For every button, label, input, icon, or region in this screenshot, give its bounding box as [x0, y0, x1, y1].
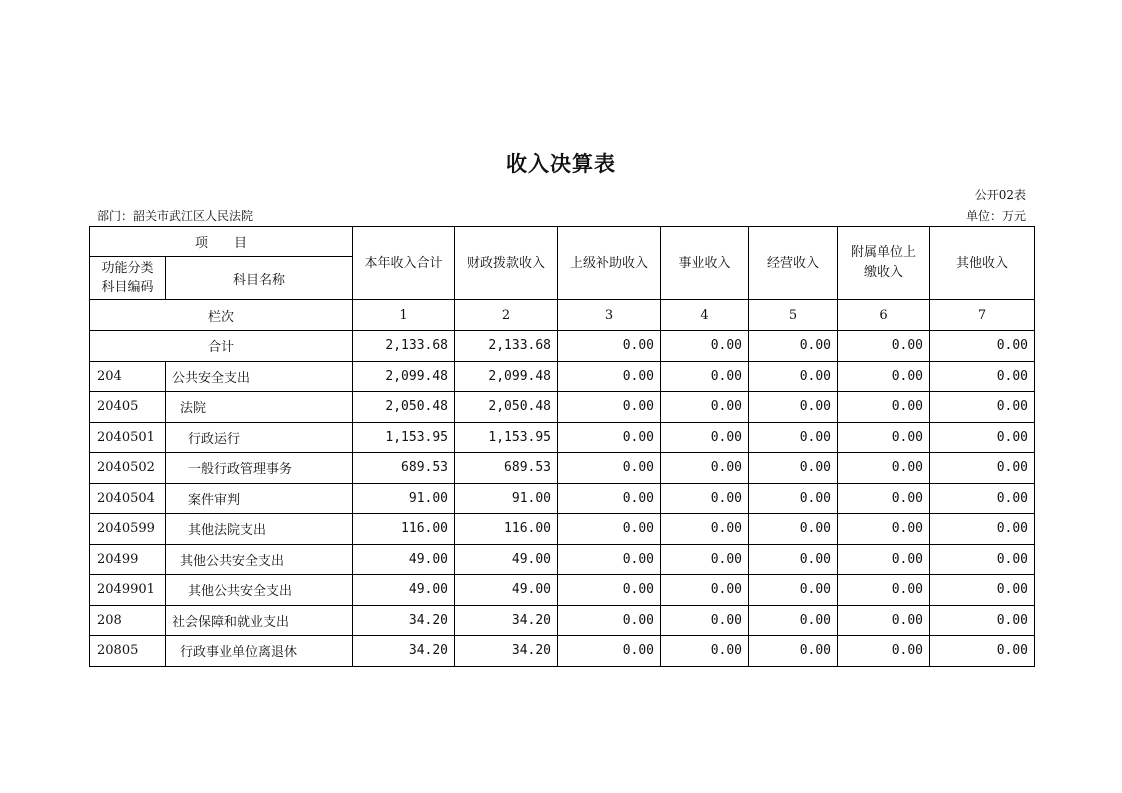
report-title: 收入决算表: [506, 152, 616, 176]
func-code-cell: 208: [90, 605, 166, 636]
column-number: 5: [749, 300, 838, 331]
column-header: 事业收入: [661, 227, 749, 300]
column-number: 1: [353, 300, 455, 331]
amount-cell: 0.00: [930, 422, 1035, 453]
func-code-cell: 20405: [90, 392, 166, 423]
amount-cell: 0.00: [558, 514, 661, 545]
column-header: 财政拨款收入: [455, 227, 558, 300]
amount-cell: 0.00: [749, 605, 838, 636]
amount-cell: 0.00: [558, 392, 661, 423]
func-code-cell: 2040502: [90, 453, 166, 484]
amount-cell: 34.20: [455, 605, 558, 636]
amount-cell: 0.00: [558, 636, 661, 667]
subject-name-cell: 法院: [166, 392, 353, 423]
column-number: 6: [838, 300, 930, 331]
table-row: [90, 392, 1035, 423]
table-row: [90, 514, 1035, 545]
amount-cell: 49.00: [353, 544, 455, 575]
amount-cell: 0.00: [749, 575, 838, 606]
amount-cell: 0.00: [661, 453, 749, 484]
amount-cell: 49.00: [353, 575, 455, 606]
amount-cell: 0.00: [838, 422, 930, 453]
amount-cell: 0.00: [558, 605, 661, 636]
total-label: 合计: [90, 331, 353, 362]
func-code-cell: 20805: [90, 636, 166, 667]
amount-cell: 91.00: [353, 483, 455, 514]
table-row: [90, 605, 1035, 636]
subject-name-cell: 其他法院支出: [166, 514, 353, 545]
amount-cell: 0.00: [930, 636, 1035, 667]
amount-cell: 0.00: [838, 361, 930, 392]
amount-cell: 0.00: [930, 605, 1035, 636]
column-header: 上级补助收入: [558, 227, 661, 300]
amount-cell: 0.00: [838, 636, 930, 667]
column-number-row: [90, 300, 1035, 331]
amount-cell: 91.00: [455, 483, 558, 514]
column-header: 其他收入: [930, 227, 1035, 300]
amount-cell: 34.20: [455, 636, 558, 667]
amount-cell: 689.53: [353, 453, 455, 484]
amount-cell: 0.00: [749, 392, 838, 423]
func-code-cell: 2040599: [90, 514, 166, 545]
amount-cell: 1,153.95: [353, 422, 455, 453]
subject-name-cell: 行政事业单位离退休: [166, 636, 353, 667]
total-value: 0.00: [838, 331, 930, 362]
total-value: 2,133.68: [455, 331, 558, 362]
total-value: 0.00: [930, 331, 1035, 362]
amount-cell: 0.00: [749, 422, 838, 453]
amount-cell: 0.00: [558, 361, 661, 392]
amount-cell: 0.00: [930, 514, 1035, 545]
column-header: 附属单位上缴收入: [838, 227, 930, 300]
func-code-cell: 20499: [90, 544, 166, 575]
column-header: 本年收入合计: [353, 227, 455, 300]
unit-label: 单位：万元: [965, 209, 1026, 223]
subject-name-cell: 其他公共安全支出: [166, 544, 353, 575]
amount-cell: 0.00: [661, 422, 749, 453]
amount-cell: 0.00: [838, 514, 930, 545]
amount-cell: 0.00: [661, 575, 749, 606]
amount-cell: 0.00: [661, 514, 749, 545]
amount-cell: 116.00: [353, 514, 455, 545]
amount-cell: 0.00: [558, 575, 661, 606]
amount-cell: 2,050.48: [353, 392, 455, 423]
func-code-cell: 204: [90, 361, 166, 392]
amount-cell: 0.00: [838, 392, 930, 423]
amount-cell: 34.20: [353, 636, 455, 667]
amount-cell: 0.00: [930, 483, 1035, 514]
column-number: 3: [558, 300, 661, 331]
amount-cell: 34.20: [353, 605, 455, 636]
amount-cell: 0.00: [930, 575, 1035, 606]
amount-cell: 0.00: [838, 453, 930, 484]
amount-cell: 49.00: [455, 575, 558, 606]
amount-cell: 0.00: [930, 392, 1035, 423]
amount-cell: 116.00: [455, 514, 558, 545]
table-row: [90, 453, 1035, 484]
amount-cell: 689.53: [455, 453, 558, 484]
subject-name-cell: 案件审判: [166, 483, 353, 514]
column-number: 4: [661, 300, 749, 331]
amount-cell: 0.00: [838, 483, 930, 514]
subject-name-header: 科目名称: [166, 257, 353, 300]
total-value: 0.00: [661, 331, 749, 362]
column-number: 2: [455, 300, 558, 331]
func-code-cell: 2049901: [90, 575, 166, 606]
amount-cell: 0.00: [749, 453, 838, 484]
amount-cell: 0.00: [838, 544, 930, 575]
amount-cell: 0.00: [749, 514, 838, 545]
table-row: [90, 636, 1035, 667]
total-row: [90, 331, 1035, 362]
department-label: 部门：韶关市武江区人民法院: [97, 209, 254, 223]
amount-cell: 0.00: [749, 361, 838, 392]
func-code-header: 功能分类科目编码: [90, 257, 166, 300]
amount-cell: 0.00: [930, 453, 1035, 484]
amount-cell: 49.00: [455, 544, 558, 575]
table-row: [90, 361, 1035, 392]
amount-cell: 0.00: [930, 544, 1035, 575]
subject-name-cell: 其他公共安全支出: [166, 575, 353, 606]
table-row: [90, 483, 1035, 514]
table-row: [90, 544, 1035, 575]
amount-cell: 0.00: [661, 636, 749, 667]
amount-cell: 2,099.48: [455, 361, 558, 392]
column-header: 经营收入: [749, 227, 838, 300]
column-number: 7: [930, 300, 1035, 331]
total-value: 2,133.68: [353, 331, 455, 362]
table-row: [90, 575, 1035, 606]
amount-cell: 0.00: [661, 483, 749, 514]
amount-cell: 0.00: [558, 453, 661, 484]
amount-cell: 2,050.48: [455, 392, 558, 423]
amount-cell: 0.00: [930, 361, 1035, 392]
form-code: 公开02表: [974, 188, 1026, 202]
amount-cell: 0.00: [558, 483, 661, 514]
amount-cell: 0.00: [558, 544, 661, 575]
amount-cell: 1,153.95: [455, 422, 558, 453]
amount-cell: 0.00: [661, 605, 749, 636]
amount-cell: 0.00: [661, 361, 749, 392]
amount-cell: 0.00: [749, 636, 838, 667]
subject-name-cell: 公共安全支出: [166, 361, 353, 392]
amount-cell: 0.00: [838, 575, 930, 606]
amount-cell: 0.00: [749, 544, 838, 575]
func-code-cell: 2040501: [90, 422, 166, 453]
income-statement-table: [89, 226, 1035, 667]
total-value: 0.00: [749, 331, 838, 362]
amount-cell: 0.00: [661, 392, 749, 423]
func-code-cell: 2040504: [90, 483, 166, 514]
table-row: [90, 422, 1035, 453]
amount-cell: 0.00: [838, 605, 930, 636]
total-value: 0.00: [558, 331, 661, 362]
subject-name-cell: 社会保障和就业支出: [166, 605, 353, 636]
amount-cell: 2,099.48: [353, 361, 455, 392]
amount-cell: 0.00: [749, 483, 838, 514]
amount-cell: 0.00: [661, 544, 749, 575]
project-header: 项 目: [90, 227, 353, 257]
subject-name-cell: 行政运行: [166, 422, 353, 453]
subject-name-cell: 一般行政管理事务: [166, 453, 353, 484]
header-row-1: [90, 227, 1035, 257]
amount-cell: 0.00: [558, 422, 661, 453]
column-number-label: 栏次: [90, 300, 353, 331]
